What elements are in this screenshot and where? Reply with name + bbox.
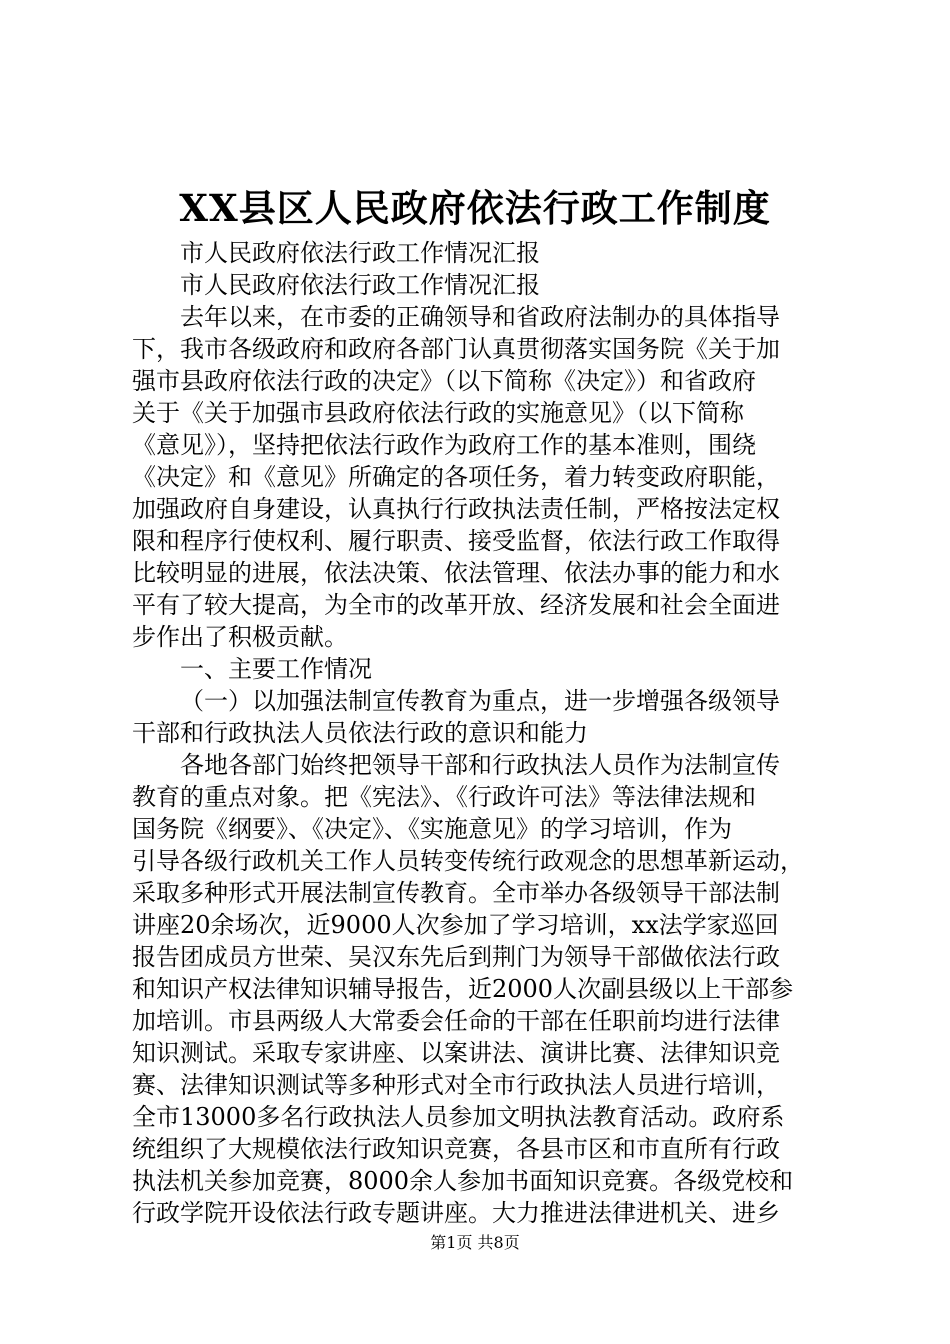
text-line: 赛、法律知识测试等多种形式对全市行政执法人员进行培训， <box>132 1071 780 1099</box>
text-line: 比较明显的进展，依法决策、依法管理、依法办事的能力和水 <box>132 559 780 587</box>
text-line: 去年以来，在市委的正确领导和省政府法制办的具体指导 <box>180 303 780 331</box>
text-line: 全市13000多名行政执法人员参加文明执法教育活动。政府系 <box>132 1103 785 1131</box>
text-line: 《意见》），坚持把依法行政作为政府工作的基本准则，围绕 <box>132 431 756 459</box>
text-line: 限和程序行使权利、履行职责、接受监督，依法行政工作取得 <box>132 527 780 555</box>
text-line: 执法机关参加竞赛，8000余人参加书面知识竞赛。各级党校和 <box>132 1167 794 1195</box>
document-title: XX县区人民政府依法行政工作制度 <box>179 186 771 230</box>
text-line: 一、主要工作情况 <box>180 655 372 683</box>
text-line: 加培训。市县两级人大常委会任命的干部在任职前均进行法律 <box>132 1007 780 1035</box>
document-body <box>132 237 832 1229</box>
text-line: 干部和行政执法人员依法行政的意识和能力 <box>132 719 588 747</box>
page-footer: 第1页 共8页 <box>430 1233 520 1252</box>
text-line: 讲座20余场次，近9000人次参加了学习培训，xx法学家巡回 <box>132 911 779 939</box>
text-line: 统组织了大规模依法行政知识竞赛，各县市区和市直所有行政 <box>132 1135 780 1163</box>
text-line: 市人民政府依法行政工作情况汇报 <box>180 239 540 267</box>
text-line: 和知识产权法律知识辅导报告，近2000人次副县级以上干部参 <box>132 975 794 1003</box>
text-line: 强市县政府依法行政的决定》（以下简称《决定》）和省政府 <box>132 367 756 395</box>
text-line: 各地各部门始终把领导干部和行政执法人员作为法制宣传 <box>180 751 780 779</box>
text-line: 报告团成员方世荣、吴汉东先后到荆门为领导干部做依法行政 <box>132 943 780 971</box>
text-line: 加强政府自身建设，认真执行行政执法责任制，严格按法定权 <box>132 495 780 523</box>
text-line: 知识测试。采取专家讲座、以案讲法、演讲比赛、法律知识竞 <box>132 1039 780 1067</box>
text-line: 下，我市各级政府和政府各部门认真贯彻落实国务院《关于加 <box>132 335 780 363</box>
text-line: （一）以加强法制宣传教育为重点，进一步增强各级领导 <box>180 687 780 715</box>
text-line: 国务院《纲要》、《决定》、《实施意见》的学习培训，作为 <box>132 815 732 843</box>
text-line: 市人民政府依法行政工作情况汇报 <box>180 271 540 299</box>
text-line: 采取多种形式开展法制宣传教育。全市举办各级领导干部法制 <box>132 879 780 907</box>
text-line: 教育的重点对象。把《宪法》、《行政许可法》等法律法规和 <box>132 783 756 811</box>
text-line: 行政学院开设依法行政专题讲座。大力推进法律进机关、进乡 <box>132 1199 780 1227</box>
text-line: 引导各级行政机关工作人员转变传统行政观念的思想革新运动， <box>132 847 804 875</box>
text-line: 步作出了积极贡献。 <box>132 623 348 651</box>
text-line: 《决定》和《意见》所确定的各项任务，着力转变政府职能， <box>132 463 780 491</box>
text-line: 平有了较大提高，为全市的改革开放、经济发展和社会全面进 <box>132 591 780 619</box>
text-line: 关于《关于加强市县政府依法行政的实施意见》（以下简称 <box>132 399 744 427</box>
